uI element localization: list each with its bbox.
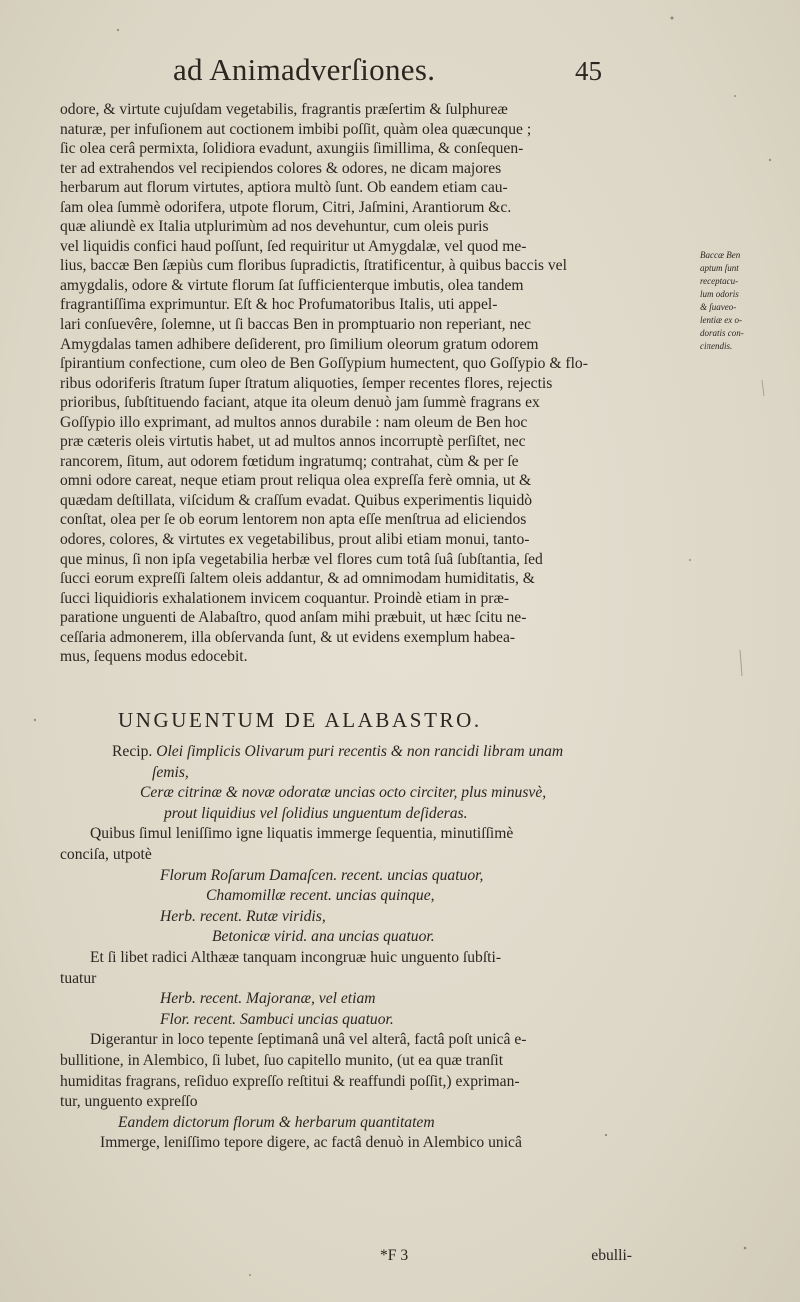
margin-note-line: receptacu- [700, 276, 739, 286]
text-line: ſucci liquidioris exhalationem invicem coquantur. Proindè etiam in præ- [60, 589, 510, 607]
recip-label: Recip. [112, 743, 153, 760]
catchword: ebulli- [591, 1247, 632, 1264]
text-line: amygdalis, odore & virtute florum ſat ſufficienterque imbutis, olea tandem [60, 276, 524, 294]
text-line: paratione unguenti de Alabaſtro, quod anſam mihi præbuit, ut hæc ſcitu ne- [60, 609, 527, 627]
text-line: ſic olea cerâ permixta, ſolidiora evadunt, axungiis ſimillima, & conſequen- [60, 140, 524, 158]
text-line: præ cæteris oleis virtutis habet, ut ad multos annos incorruptè perſiſtet, nec [60, 433, 526, 451]
recipe-line: Florum Roſarum Damaſcen. recent. uncias quatuor, [160, 866, 484, 884]
text-line: ſam olea ſummè odorifera, utpote florum, Citri, Jaſmini, Arantiorum &c. [60, 198, 512, 216]
text-line: herbarum aut florum virtutes, aptiora multò ſunt. Ob eandem etiam cau- [60, 179, 508, 197]
text-line: ter ad extrahendos vel recipiendos colores & odores, ne dicam majores [60, 159, 502, 177]
recipe-line: bullitione, in Alembico, ſi lubet, ſuo capitello munito, (ut ea quæ tranſit [60, 1051, 504, 1069]
recipe-line: Eandem dictorum florum & herbarum quantitatem [118, 1113, 435, 1131]
text-line: lius, baccæ Ben ſæpiùs cum floribus ſupradictis, ſtratificentur, à quibus baccis vel [60, 257, 567, 275]
recipe-line: Herb. recent. Rutæ viridis, [160, 907, 326, 925]
margin-note-line: ciπendis. [700, 341, 733, 351]
running-head [0, 52, 800, 92]
text-line: lari conſuevêre, ſolemne, ut ſi baccas Ben in promptuario non reperiant, nec [60, 316, 532, 334]
recipe-line: Quibus ſimul leniſſimo igne liquatis immerge ſequentia, minutiſſimè [90, 825, 514, 843]
recipe-line: humiditas fragrans, reſiduo expreſſo reſtitui & reaffundi poſſit,) expriman- [60, 1072, 520, 1090]
text-line: conſtat, olea per ſe ob eorum lentorem non apta eſſe menſtrua ad eliciendos [60, 511, 527, 529]
recipe-line: Et ſi libet radici Althææ tanquam incongruæ huic unguento ſubſti- [90, 948, 502, 966]
margin-note-line: aptum ſunt [700, 263, 739, 273]
text-line: prioribus, ſubſtituendo faciant, atque ita oleum denuò jam ſummè fragrans ex [60, 394, 540, 412]
recipe-line: Herb. recent. Majoranæ, vel etiam [160, 990, 376, 1008]
text-line: odores, colores, & virtutes ex vegetabilibus, prout alibi etiam monui, tanto- [60, 531, 530, 549]
page-footer [60, 1247, 632, 1267]
recipe-block [60, 742, 632, 1154]
text-line: que minus, ſi non ipſa vegetabilia herbæ vel flores cum totâ ſuâ ſubſtantia, ſed [60, 550, 543, 568]
recipe-line: ſemis, [152, 763, 189, 781]
margin-note-line: doratis con- [700, 328, 744, 338]
text-line: Goſſypio illo exprimant, ad multos annos durabile : nam oleum de Ben hoc [60, 413, 528, 431]
recipe-line: Ceræ citrinæ & novæ odoratæ uncias octo circiter, plus minusvè, [140, 784, 547, 802]
text-line: ribus odoriferis ſtratum ſuper ſtratum aliquoties, ſemper recentes flores, rejectis [60, 374, 553, 392]
text-line: ceſſaria admonerem, illa obſervanda ſunt, & ut evidens exemplum habea- [60, 628, 516, 646]
text-line: fragrantiſſima exprimuntur. Eſt & hoc Profumatoribus Italis, uti appel- [60, 296, 498, 314]
recipe-line: conciſa, utpotè [60, 845, 152, 863]
recipe-line: tur, unguento expreſſo [60, 1093, 198, 1111]
margin-note-line: lum odoris [700, 289, 739, 299]
body-text [60, 100, 628, 667]
text-line: ſpirantium confectione, cum oleo de Ben Goſſypium humectent, quo Goſſypio & flo- [60, 355, 588, 373]
recipe-ingredient: Olei ſimplicis Olivarum puri recentis & non rancidi libram unam [156, 743, 564, 760]
margin-note-line: lentiæ ex o- [700, 315, 742, 325]
signature-mark: *F 3 [380, 1247, 409, 1264]
page-number: 45 [575, 56, 602, 86]
text-line: mus, ſequens modus edocebit. [60, 648, 248, 666]
recipe-line: Flor. recent. Sambuci uncias quatuor. [160, 1010, 394, 1028]
margin-note-line: & ſuaveo- [700, 302, 737, 312]
section-title: UNGUENTUM DE ALABASTRO. [118, 708, 482, 732]
text-line: odore, & virtute cujuſdam vegetabilis, fragrantis præſertim & ſulphureæ [60, 101, 508, 118]
recipe-line: Chamomillæ recent. uncias quinque, [206, 887, 435, 905]
margin-note [700, 249, 792, 353]
recipe-line: Immerge, leniſſimo tepore digere, ac factâ denuò in Alembico unicâ [100, 1134, 522, 1152]
recipe-line: Betonicæ virid. ana uncias quatuor. [212, 928, 435, 946]
text-line: Amygdalas tamen adhibere deſiderent, pro ſimilium oleorum gratum odorem [60, 335, 539, 353]
text-line: ſucci eorum expreſſi ſaltem oleis addantur, & ad omnimodam humiditatis, & [60, 570, 535, 588]
text-line: omni odore careat, neque etiam prout reliqua olea expreſſa ferè omnia, ut & [60, 472, 532, 490]
recipe-line [60, 742, 632, 763]
margin-note-line: Baccæ Ben [700, 250, 741, 260]
running-head-title: ad Animadverſiones. [173, 52, 436, 87]
text-line: rancorem, ſitum, aut odorem fœtidum ingratumq; contrahat, cùm & per ſe [60, 452, 519, 470]
text-line: quæ aliundè ex Italia utplurimùm ad nos devehuntur, cum oleis puris [60, 218, 489, 236]
text-line: quædam deſtillata, viſcidum & craſſum evadat. Quibus experimentis liquidò [60, 491, 533, 509]
text-line: naturæ, per infuſionem aut coctionem imbibi poſſit, quàm olea quæcunque ; [60, 120, 532, 138]
recipe-line: tuatur [60, 969, 97, 987]
text-line: vel liquidis confici haud poſſunt, ſed requiritur ut Amygdalæ, vel quod me- [60, 237, 527, 255]
recipe-line: prout liquidius vel ſolidius unguentum deſideras. [164, 804, 468, 822]
recipe-line: Digerantur in loco tepente ſeptimanâ unâ vel alterâ, factâ poſt unicâ e- [90, 1031, 527, 1049]
